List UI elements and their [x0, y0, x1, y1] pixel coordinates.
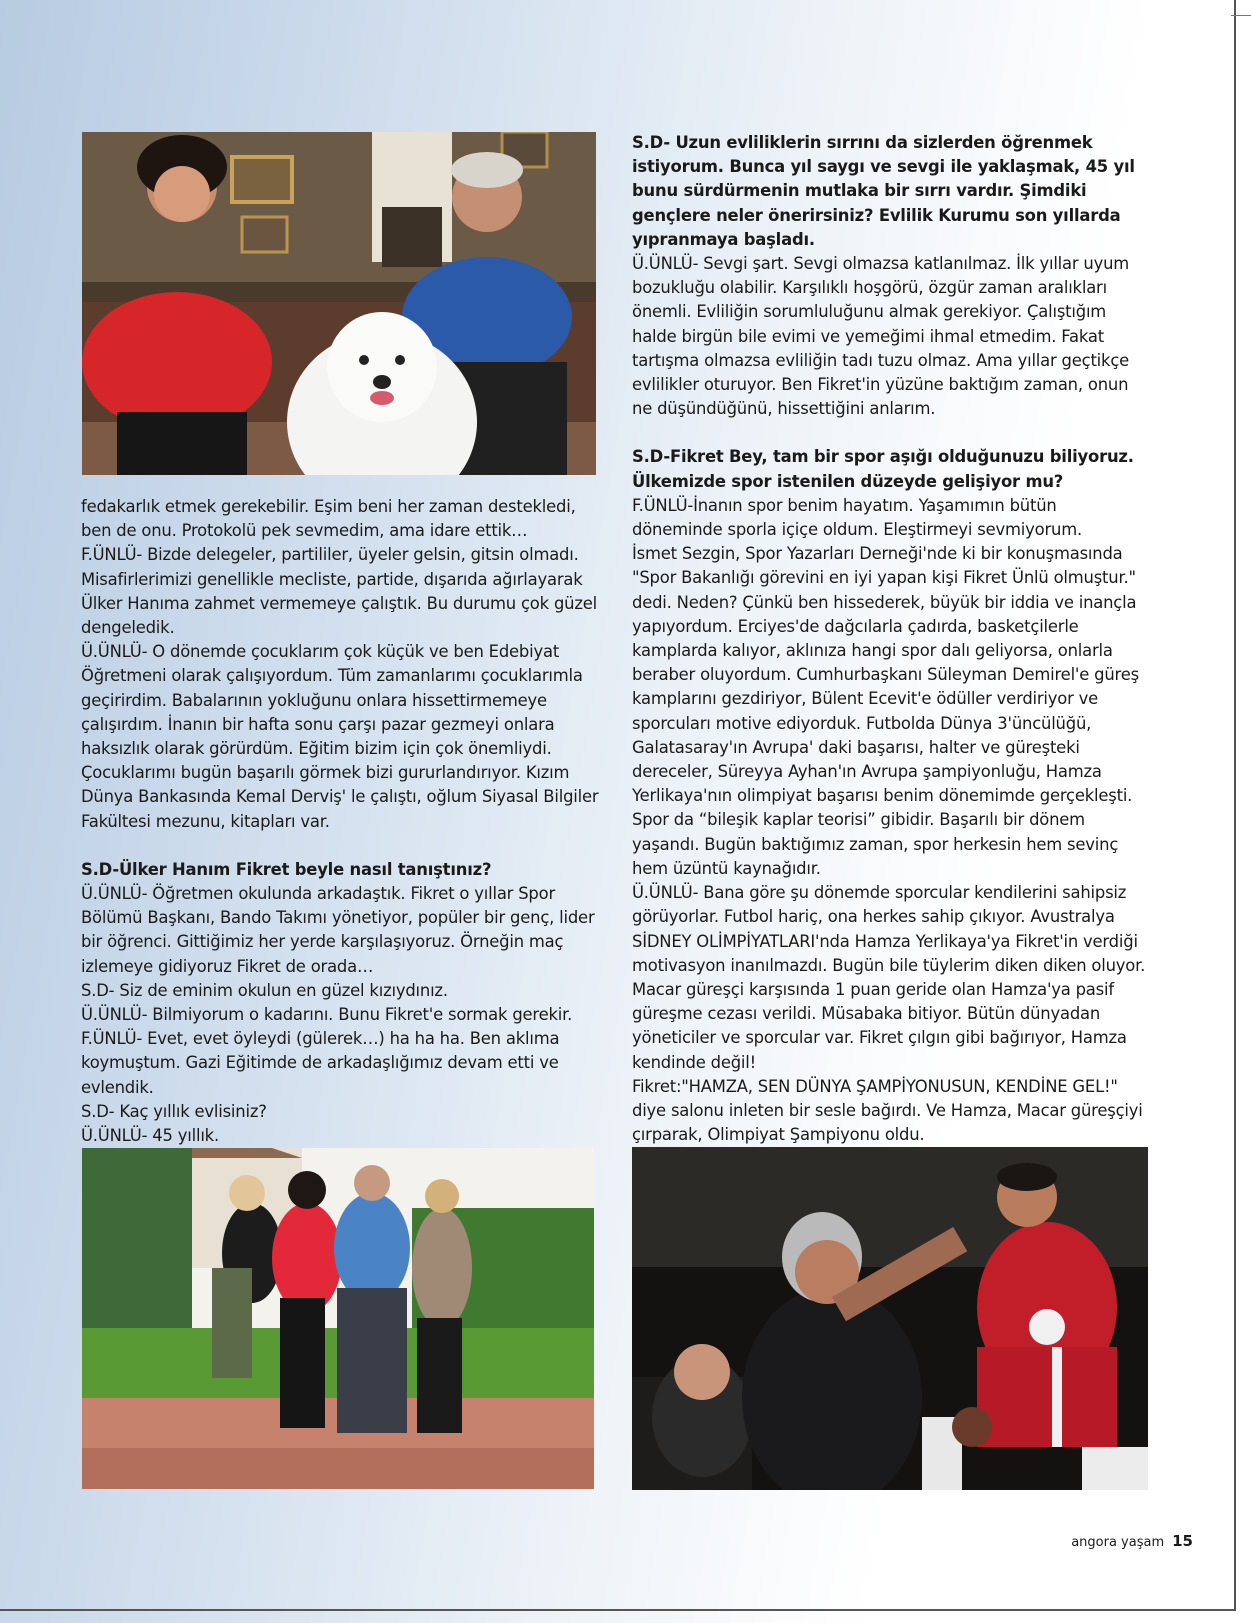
answer-ulker-athletes: Ü.ÜNLÜ- Bana göre şu dönemde sporcular kendilerini sahipsiz görüyorlar. Futbol hariç, ona herkes sahip çıkıyor. Avustralya SİDNEY OLİMPİYATLARI'nda Hamza Yerlikaya'ya Fikret'in verdiği motivasyon inanılmazdı. Bugün bile tüylerim diken diken oluyor. Macar güreşçi karşısında 1 puan geride olan Hamza'ya pasif güreşme cezası verildi. Müsabaka bitiyor. Bütün dünyadan yöneticiler ve sporcular var. Fikret çılgın gibi bağırıyor, Hamza kendinde değil!	[632, 883, 1146, 1072]
paragraph-ismet-sezgin: İsmet Sezgin, Spor Yazarları Derneği'nde ki bir konuşmasında "Spor Bakanlığı görevini en iyi yapan kişi Fikret Ünlü olmuştur." dedi. Neden? Çünkü ben hissederek, büyük bir iddia ve inançla yapıyordum. Erciyes'de dağcılarla çadırda, basketçilerle kamplarda kalıyor, aklınıza hangi spor dalı geliyorsa, onlarla beraber oluyordum. Cumhurbaşkanı Süleyman Demirel'e güreş kamplarını gezdiriyor, Bülent Ecevit'e ödüller verdiriyor ve sporcuları motive ediyorduk. Futbolda Dünya 3'üncülüğü, Galatasaray'ın Avrupa' daki başarısı, halter ve güreşteki dereceler, Süreyya Ayhan'ın Avrupa şampiyonluğu, Hamza Yerlikaya'nın olimpiyat başarısı benim dönemimde gerçekleşti. Spor da “bileşik kaplar teorisi” gibidir. Başarılı bir dönem yaşandı. Bugün baktığımız zaman, spor herkesin hem sevinç hem üzüntü kaynağıdır.	[632, 544, 1139, 878]
couple-with-dog-photo	[82, 132, 596, 475]
magazine-name: angora yaşam	[1071, 1535, 1165, 1550]
page-number: 15	[1172, 1532, 1193, 1550]
page-footer	[1071, 1532, 1193, 1550]
family-garden-photo	[82, 1148, 594, 1489]
question-years-married: S.D- Kaç yıllık evlisiniz?	[81, 1101, 267, 1121]
answer-ulker-love: Ü.ÜNLÜ- Sevgi şart. Sevgi olmazsa katlanılmaz. İlk yıllar uyum bozukluğu olabilir. Karşılıklı hoşgörü, özgür zaman aralıkları önemli. Evliliğin sorumluluğunu almak gerekiyor. Çalıştığım halde birgün bile evimi ve yemeğimi ihmal etmedim. Fakat tartışma olmazsa evliliğin tadı tuzu olmaz. Ama yıllar geçtikçe evlilikler oturuyor. Ben Fikret'in yüzüne baktığım zaman, onun ne düşündüğünü, hissettiğini anlarım.	[632, 254, 1130, 419]
paragraph-sacrifice: fedakarlık etmek gerekebilir. Eşim beni her zaman destekledi, ben de onu. Protokolü pek sevmedim, ama idare ettik…	[81, 497, 576, 541]
answer-45-years: Ü.ÜNLÜ- 45 yıllık.	[81, 1126, 219, 1146]
question-long-marriage: S.D- Uzun evliliklerin sırrını da sizlerden öğrenmek istiyorum. Bunca yıl saygı ve sevgi ile yaklaşmak, 45 yıl bunu sürdürmenin mutlaka bir sırrı vardır. Şimdiki gençlere neler önerirsiniz? Evlilik Kurumu son yıllarda yıpranmaya başladı.	[632, 133, 1135, 249]
answer-fikret-yes: F.ÜNLÜ- Evet, evet öyleydi (gülerek…) ha ha ha. Ben aklıma koymuştum. Gazi Eğitimde de arkadaşlığımız devam etti ve evlendik.	[81, 1029, 560, 1097]
paragraph-hamza-champion: Fikret:"HAMZA, SEN DÜNYA ŞAMPİYONUSUN, KENDİNE GEL!" diye salonu inleten bir sesle bağırdı. Ve Hamza, Macar güreşçiyi çırparak, Olimpiyat Şampiyonu oldu.	[632, 1076, 1143, 1145]
answer-ulker-ask-fikret: Ü.ÜNLÜ- Bilmiyorum o kadarını. Bunu Fikret'e sormak gerekir.	[81, 1005, 573, 1025]
question-how-met: S.D-Ülker Hanım Fikret beyle nasıl tanıştınız?	[81, 859, 492, 879]
answer-ulker-children: Ü.ÜNLÜ- O dönemde çocuklarım çok küçük ve ben Edebiyat Öğretmeni olarak çalışıyordum. Tüm zamanlarımı çocuklarımla geçirirdim. Babalarının yokluğunu onlara hissettirmemeye çalışırdım. İnanın bir hafta sonu çarşı pazar gezmeyi onlara haksızlık olarak görürdüm. Eğitim bizim için çok önemliydi. Çocuklarımı bugün başarılı görmek bizi gururlandırıyor. Kızım Dünya Bankasında Kemal Derviş' le çalıştı, oğlum Siyasal Bilgiler Fakültesi mezunu, kitapları var.	[81, 642, 599, 831]
question-prettiest: S.D- Siz de eminim okulun en güzel kızıydınız.	[81, 980, 448, 1000]
answer-ulker-school: Ü.ÜNLÜ- Öğretmen okulunda arkadaştık. Fikret o yıllar Spor Bölümü Başkanı, Bando Takımı yönetiyor, popüler bir genç, lider bir öğrenci. Gittiğimiz her yerde karşılaşıyoruz. Örneğin maç izlemeye gidiyoruz Fikret de orada…	[81, 884, 595, 976]
page-frame	[1231, 15, 1251, 1616]
answer-fikret-guests: F.ÜNLÜ- Bizde delegeler, partililer, üyeler gelsin, gitsin olmadı. Misafirlerimizi genellikle mecliste, partide, dışarıda ağırlayarak Ülker Hanıma zahmet vermemeye çalıştık. Bu durumu çok güzel dengeledik.	[81, 545, 597, 638]
right-text-column	[632, 131, 1148, 1147]
wrestler-celebration-photo	[632, 1147, 1148, 1490]
left-text-column	[81, 495, 599, 1148]
question-sports: S.D-Fikret Bey, tam bir spor aşığı olduğunuzu biliyoruz. Ülkemizde spor istenilen düzeyde gelişiyor mu?	[632, 447, 1134, 491]
answer-fikret-sports: F.ÜNLÜ-İnanın spor benim hayatım. Yaşamımın bütün döneminde sporla içiçe oldum. Eleştirmeyi sevmiyorum.	[632, 495, 1082, 540]
